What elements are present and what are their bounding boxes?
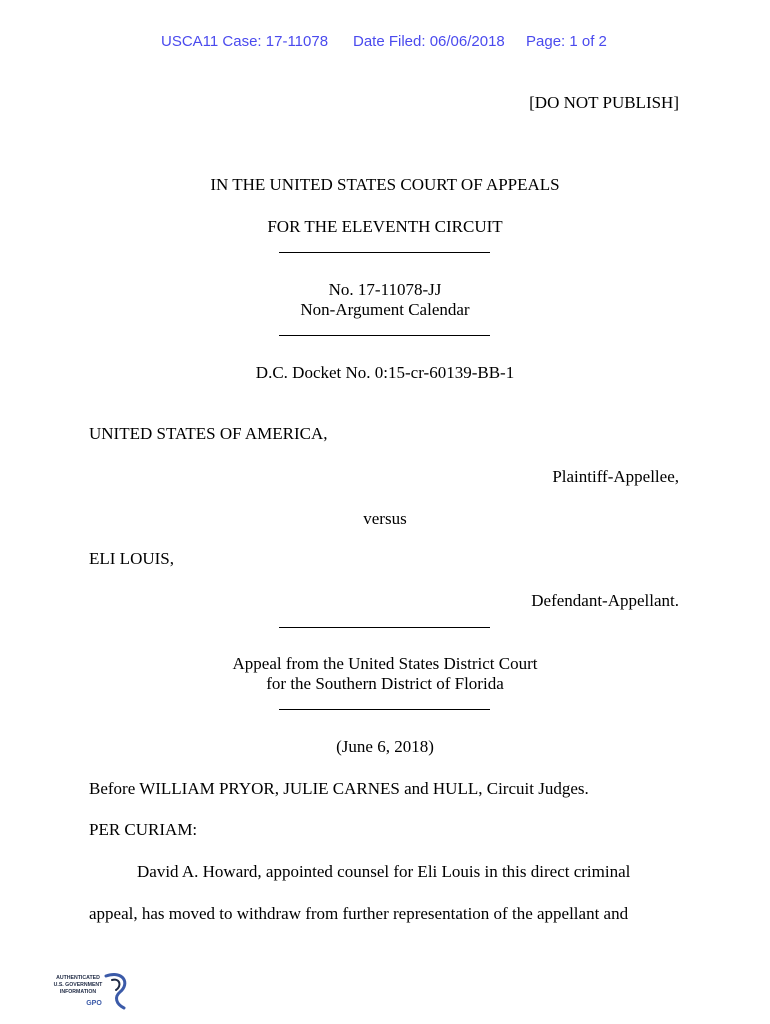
circuit-name: FOR THE ELEVENTH CIRCUIT (267, 217, 503, 236)
seal-text-line: INFORMATION (59, 989, 97, 995)
seal-text-line: AUTHENTICATED (56, 975, 100, 981)
plaintiff-name: UNITED STATES OF AMERICA, (89, 424, 328, 443)
decision-date: (June 6, 2018) (336, 737, 434, 756)
court-name: IN THE UNITED STATES COURT OF APPEALS (210, 175, 560, 194)
divider (279, 627, 490, 628)
per-curiam-label: PER CURIAM: (89, 820, 198, 839)
panel-judges: Before WILLIAM PRYOR, JULIE CARNES and HULL, Circuit Judges. (89, 779, 589, 798)
appeal-district: for the Southern District of Florida (266, 674, 504, 693)
publish-note: [DO NOT PUBLISH] (529, 93, 679, 112)
seal-text-line: U.S. GOVERNMENT (53, 982, 103, 988)
calendar-type: Non-Argument Calendar (300, 300, 470, 319)
defendant-role: Defendant-Appellant. (531, 591, 679, 610)
divider (279, 335, 490, 336)
date-filed-header: Date Filed: 06/06/2018 (353, 33, 505, 50)
gpo-seal-graphic (34, 970, 134, 1016)
appeal-origin: Appeal from the United States District Court (232, 654, 538, 673)
defendant-name: ELI LOUIS, (89, 549, 174, 568)
seal-text-line: GPO (86, 1000, 102, 1007)
docket-number: D.C. Docket No. 0:15-cr-60139-BB-1 (255, 363, 515, 382)
eagle-head-icon (112, 980, 119, 990)
body-paragraph-line: appeal, has moved to withdraw from further representation of the appellant and (89, 904, 629, 923)
body-paragraph-line: David A. Howard, appointed counsel for Eli Louis in this direct criminal (137, 862, 631, 881)
divider (279, 709, 490, 710)
divider (279, 252, 490, 253)
case-number: No. 17-11078-JJ (328, 280, 442, 299)
versus-label: versus (363, 509, 407, 528)
plaintiff-role: Plaintiff-Appellee, (552, 467, 679, 486)
case-number-header: USCA11 Case: 17-11078 (161, 33, 329, 50)
gpo-authentication-seal (34, 970, 134, 1016)
page-count-header: Page: 1 of 2 (526, 33, 607, 50)
